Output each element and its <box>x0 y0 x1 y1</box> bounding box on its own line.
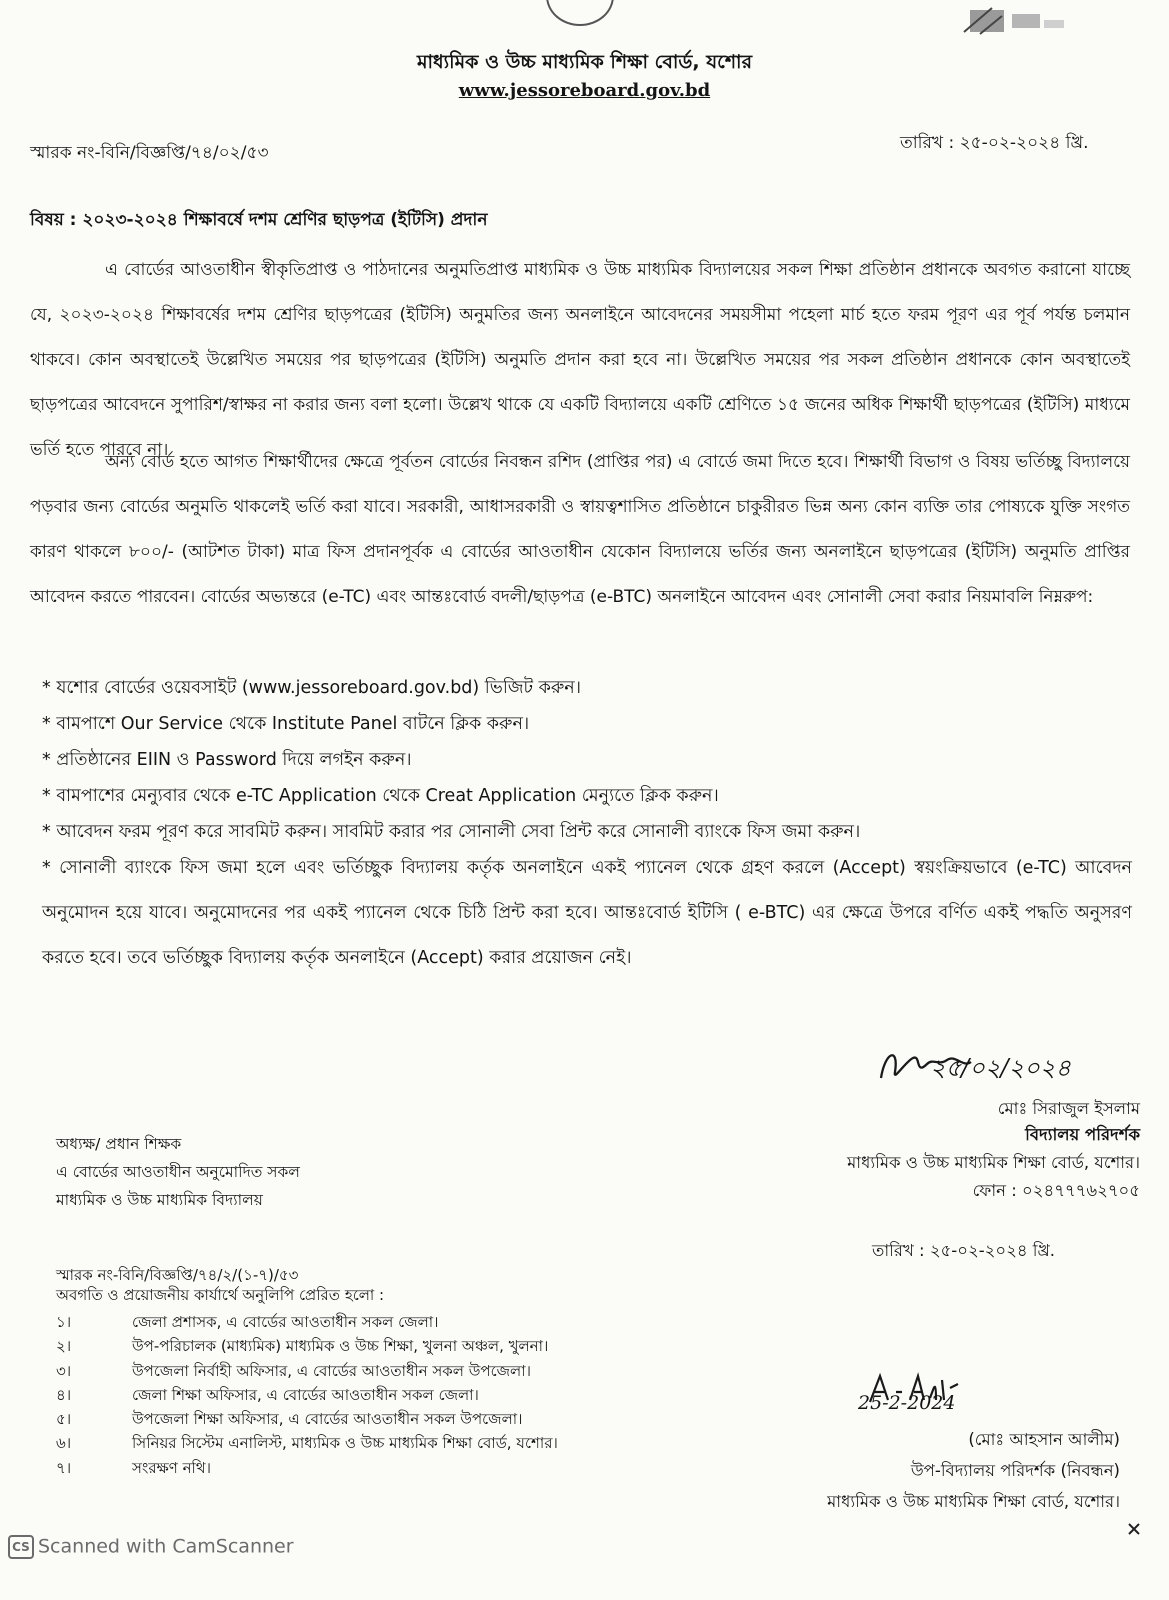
board-website-link[interactable]: www.jessoreboard.gov.bd <box>458 80 711 101</box>
distribution-item: ৫। উপজেলা শিক্ষা অফিসার, এ বোর্ডের আওতাধীন সকল উপজেলা। <box>56 1410 523 1429</box>
distribution-item: ৩। উপজেলা নির্বাহী অফিসার, এ বোর্ডের আওতাধীন সকল উপজেলা। <box>56 1361 531 1380</box>
subject-line: বিষয় : ২০২৩-২০২৪ শিক্ষাবর্ষে দশম শ্রেণির ছাড়পত্র (ইটিসি) প্রদান <box>30 210 488 230</box>
signature-2-date: 25-2-2024 <box>858 1392 956 1414</box>
instruction-step: * যশোর বোর্ডের ওয়েবসাইট (www.jessoreboard.gov.bd) ভিজিট করুন। <box>42 678 581 698</box>
board-name: মাধ্যমিক ও উচ্চ মাধ্যমিক শিক্ষা বোর্ড, যশোর <box>416 51 753 73</box>
distribution-intro: অবগতি ও প্রয়োজনীয় কার্যার্থে অনুলিপি প্রেরিত হলো : <box>56 1286 385 1304</box>
instruction-step: * বামপাশের মেন্যুবার থেকে e-TC Application থেকে Creat Application মেন্যুতে ক্লিক করুন। <box>42 786 719 806</box>
mujib-logo-icon <box>962 4 1072 38</box>
distribution-item: ৬। সিনিয়র সিস্টেম এনালিস্ট, মাধ্যমিক ও উচ্চ মাধ্যমিক শিক্ষা বোর্ড, যশোর। <box>56 1434 558 1453</box>
camscanner-logo-icon: CS <box>8 1535 34 1559</box>
recipient-line: এ বোর্ডের আওতাধীন অনুমোদিত সকল <box>56 1163 300 1181</box>
issue-date: তারিখ : ২৫-০২-২০২৪ খ্রি. <box>900 133 1089 153</box>
memo-number: স্মারক নং-বিনি/বিজ্ঞপ্তি/৭৪/০২/৫৩ <box>30 143 269 163</box>
signer-1-office: মাধ্যমিক ও উচ্চ মাধ্যমিক শিক্ষা বোর্ড, যশোর। <box>847 1153 1140 1172</box>
instruction-step: * বামপাশে Our Service থেকে Institute Panel বাটনে ক্লিক করুন। <box>42 714 530 734</box>
signer-2-name: (মোঃ আহসান আলীম) <box>968 1430 1120 1449</box>
signature-1-date: ২৫/০২/২০২৪ <box>930 1054 1071 1082</box>
signature-2-handwriting <box>862 1355 972 1425</box>
instruction-step: * আবেদন ফরম পূরণ করে সাবমিট করুন। সাবমিট করার পর সোনালী সেবা প্রিন্ট করে সোনালী ব্যাংকে ফিস জমা করুন। <box>42 822 861 842</box>
distribution-item: ৭। সংরক্ষণ নথি। <box>56 1458 211 1477</box>
camscanner-watermark <box>8 1535 328 1565</box>
government-seal-icon <box>546 0 614 26</box>
body-paragraph-1: এ বোর্ডের আওতাধীন স্বীকৃতিপ্রাপ্ত ও পাঠদানের অনুমতিপ্রাপ্ত মাধ্যমিক ও উচ্চ মাধ্যমিক বিদ্যালয়ের সকল শিক্ষা প্রতিষ্ঠান প্রধানকে অবগত করানো যাচ্ছে যে, ২০২৩-২০২৪ শিক্ষাবর্ষের দশম শ্রেণির ছাড়পত্রের (ইটিসি) অনুমতির জন্য অনলাইনে আবেদনের সময়সীমা পহেলা মার্চ হতে ফরম পূরণ এর পূর্ব পর্যন্ত চলমান থাকবে। কোন অবস্থাতেই উল্লেখিত সময়ের পর ছাড়পত্রের (ইটিসি) অনুমতি প্রদান করা হবে না। উল্লেখিত সময়ের পর সকল প্রতিষ্ঠান প্রধানকে কোন অবস্থাতেই ছাড়পত্রের আবেদনে সুপারিশ/স্বাক্ষর না করার জন্য বলা হলো। উল্লেখ থাকে যে একটি বিদ্যালয়ে একটি শ্রেণিতে ১৫ জনের অধিক শিক্ষার্থী ছাড়পত্রের (ইটিসি) মাধ্যমে ভর্তি হতে পারবে না। <box>30 260 1130 460</box>
distribution-date: তারিখ : ২৫-০২-২০২৪ খ্রি. <box>872 1241 1056 1260</box>
signer-1-designation: বিদ্যালয় পরিদর্শক <box>1025 1125 1140 1144</box>
signer-2-designation: উপ-বিদ্যালয় পরিদর্শক (নিবন্ধন) <box>910 1461 1120 1480</box>
recipient-line: মাধ্যমিক ও উচ্চ মাধ্যমিক বিদ্যালয় <box>56 1191 263 1209</box>
distribution-item: ১। জেলা প্রশাসক, এ বোর্ডের আওতাধীন সকল জেলা। <box>56 1313 439 1331</box>
camscanner-text: Scanned with CamScanner <box>38 1535 294 1558</box>
instruction-step: * প্রতিষ্ঠানের EIIN ও Password দিয়ে লগইন করুন। <box>42 750 412 770</box>
signer-2-office: মাধ্যমিক ও উচ্চ মাধ্যমিক শিক্ষা বোর্ড, যশোর। <box>827 1492 1120 1511</box>
recipient-line: অধ্যক্ষ/ প্রধান শিক্ষক <box>56 1135 182 1153</box>
distribution-memo-number: স্মারক নং-বিনি/বিজ্ঞপ্তি/৭৪/২/(১-৭)/৫৩ <box>56 1266 299 1284</box>
body-paragraph-2: অন্য বোর্ড হতে আগত শিক্ষার্থীদের ক্ষেত্রে পূর্বতন বোর্ডের নিবন্ধন রশিদ (প্রাপ্তির পর) এ বোর্ডে জমা দিতে হবে। শিক্ষার্থী বিভাগ ও বিষয় ভর্তিচ্ছু বিদ্যালয়ে পড়বার জন্য বোর্ডের অনুমতি থাকলেই ভর্তি করা যাবে। সরকারী, আধাসরকারী ও স্বায়ত্বশাসিত প্রতিষ্ঠানে চাকুরীরত ভিন্ন অন্য কোন ব্যক্তি তার পোষ্যকে যুক্তি সংগত কারণ থাকলে ৮০০/- (আটশত টাকা) মাত্র ফিস প্রদানপূর্বক এ বোর্ডের আওতাধীন যেকোন বিদ্যালয়ে ভর্তির জন্য অনলাইনে ছাড়পত্রের (ইটিসি) অনুমতি প্রাপ্তির আবেদন করতে পারবেন। বোর্ডের অভ্যন্তরে (e-TC) এবং আন্তঃবোর্ড বদলী/ছাড়পত্র (e-BTC) অনলাইনে আবেদন এবং সোনালী সেবা করার নিয়মাবলি নিম্নরুপ: <box>30 452 1130 607</box>
signer-1-name: মোঃ সিরাজুল ইসলাম <box>997 1099 1140 1118</box>
stamp-mark-icon <box>1125 1520 1165 1550</box>
signer-1-phone: ফোন : ০২৪৭৭৭৬২৭০৫ <box>972 1181 1140 1200</box>
distribution-item: ২। উপ-পরিচালক (মাধ্যমিক) মাধ্যমিক ও উচ্চ শিক্ষা, খুলনা অঞ্চল, খুলনা। <box>56 1337 549 1356</box>
distribution-list <box>56 1310 558 1480</box>
distribution-item: ৪। জেলা শিক্ষা অফিসার, এ বোর্ডের আওতাধীন সকল জেলা। <box>56 1385 479 1404</box>
instruction-step: * সোনালী ব্যাংকে ফিস জমা হলে এবং ভর্তিচ্ছুক বিদ্যালয় কর্তৃক অনলাইনে একই প্যানেল থেকে গ্রহণ করলে (Accept) স্বয়ংক্রিয়ভাবে (e-TC) আবেদন অনুমোদন হয়ে যাবে। অনুমোদনের পর একই প্যানেল থেকে চিঠি প্রিন্ট করা হবে। আন্তঃবোর্ড ইটিসি ( e-BTC) এর ক্ষেত্রে উপরে বর্ণিত একই পদ্ধতি অনুসরণ করতে হবে। তবে ভর্তিচ্ছুক বিদ্যালয় কর্তৃক অনলাইনে (Accept) করার প্রয়োজন নেই। <box>42 858 1132 968</box>
